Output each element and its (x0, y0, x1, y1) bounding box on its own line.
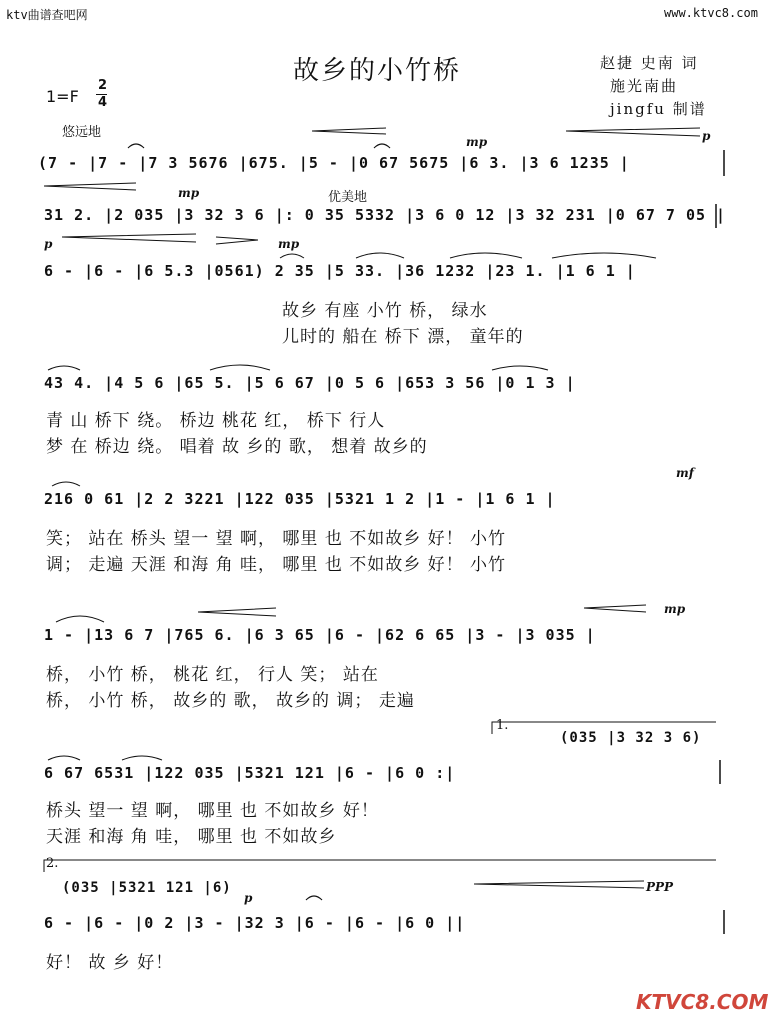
volta-bracket (44, 722, 716, 872)
score-row-4: 43 4. |4 5 6 |65 5. |5 6 67 |0 5 6 |653 3 56 |0 1 3 | (44, 374, 576, 392)
dynamic-mark: mp (466, 135, 488, 149)
slur (48, 253, 656, 760)
lyric-line-verse2: 桥， 小竹 桥， 故乡的 歌， 故乡的 调； 走遍 (46, 691, 415, 711)
dynamic-mark: p (244, 891, 253, 905)
lyric-line-verse1: 桥， 小竹 桥， 桃花 红， 行人 笑； 站在 (46, 665, 379, 685)
repeat-ending-figure: (035 |3 32 3 6) (560, 730, 702, 746)
lyricist-credit: 赵捷 史南 词 (600, 54, 699, 72)
score-row-3: 6 - |6 - |6 5.3 |0561) 2 35 |5 33. |36 1232 |23 1. |1 6 1 | (44, 262, 636, 280)
composer-credit: 施光南曲 (610, 77, 679, 95)
fermata (128, 144, 390, 900)
score-row-5: 216 0 61 |2 2 3221 |122 035 |5321 1 2 |1 - |1 6 1 | (44, 490, 556, 508)
lyric-line-verse2: 梦 在 桥边 绕。 唱着 故 乡的 歌， 想着 故乡的 (46, 437, 428, 457)
dynamic-mark: mp (664, 602, 686, 616)
song-title: 故乡的小竹桥 (293, 56, 462, 86)
score-row-2: 31 2. |2 035 |3 32 3 6 |: 0 35 5332 |3 6 0 12 |3 32 231 |0 67 7 05 | (44, 206, 727, 224)
dynamic-mark: mf (676, 466, 694, 480)
tempo-marking: 悠远地 (62, 125, 102, 140)
key-signature: 1=F (46, 87, 79, 106)
lyric-line-verse1: 故乡 有座 小竹 桥， 绿水 (282, 301, 488, 321)
dynamic-mark: mp (278, 237, 300, 251)
time-signature-top: 2 (98, 78, 108, 93)
dynamic-mark: p (702, 129, 711, 143)
volta-2: 2. (46, 856, 59, 871)
score-row-7: 6 67 6531 |122 035 |5321 121 |6 - |6 0 :| (44, 764, 456, 782)
crescendo-hairpin (44, 128, 700, 888)
lyric-line-verse1: 桥头 望一 望 啊， 哪里 也 不如故乡 好！ (46, 801, 379, 821)
site-logo: KTVC8.COM (636, 990, 768, 1014)
lyric-line-verse2: 调； 走遍 天涯 和海 角 哇， 哪里 也 不如故乡 好！ 小竹 (46, 555, 507, 575)
lyric-line-verse2: 儿时的 船在 桥下 漂， 童年的 (282, 327, 524, 347)
lyric-line-verse2: 天涯 和海 角 哇， 哪里 也 不如故乡 (46, 827, 337, 847)
time-signature-bottom: 4 (98, 95, 108, 110)
score-row-8: 6 - |6 - |0 2 |3 - |32 3 |6 - |6 - |6 0 || (44, 914, 466, 932)
site-name: ktv曲谱查吧网 (6, 8, 88, 22)
volta-1: 1. (496, 718, 509, 733)
transcriber-credit: jingfu 制谱 (610, 100, 707, 118)
score-row-1: (7 - |7 - |7 3 5676 |675. |5 - |0 67 5675 |6 3. |3 6 1235 | (38, 154, 630, 172)
site-url[interactable]: www.ktvc8.com (664, 6, 758, 20)
dynamic-mark: PPP (646, 880, 674, 894)
score-row-6: 1 - |13 6 7 |765 6. |6 3 65 |6 - |62 6 65 |3 - |3 035 | (44, 626, 596, 644)
lyric-line-verse1: 笑； 站在 桥头 望一 望 啊， 哪里 也 不如故乡 好！ 小竹 (46, 529, 507, 549)
lyric-line-verse1: 好！ 故 乡 好！ (46, 953, 174, 973)
barline (716, 150, 724, 934)
dynamic-mark: p (44, 237, 53, 251)
dynamic-mark: mp (178, 186, 200, 200)
tempo-marking-2: 优美地 (328, 190, 368, 205)
lyric-line-verse1: 青 山 桥下 绕。 桥边 桃花 红， 桥下 行人 (46, 411, 386, 431)
second-ending-figure: (035 |5321 121 |6) (62, 880, 232, 896)
